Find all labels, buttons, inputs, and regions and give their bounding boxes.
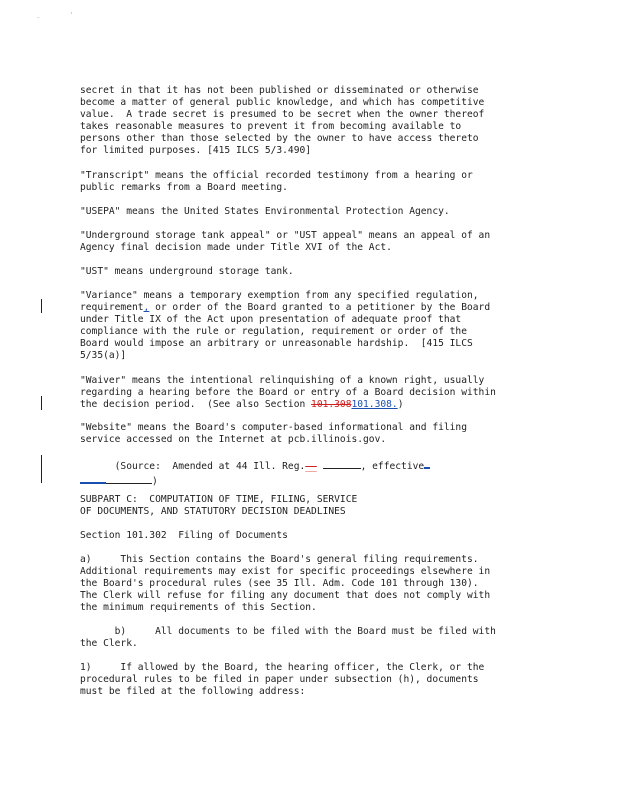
text-line: "Variance" means a temporary exemption from any specified regulation,	[80, 290, 479, 301]
deleted-text: 101.308	[311, 399, 352, 411]
text-line	[80, 399, 550, 411]
text-segment: )	[152, 476, 158, 488]
text-line: value. A trade secret is presumed to be secret when the owner thereof	[80, 109, 485, 121]
text-line: service accessed on the Internet at pcb.illinois.gov.	[80, 434, 387, 446]
text-line: OF DOCUMENTS, AND STATUTORY DECISION DEADLINES	[80, 506, 346, 518]
text-line: compliance with the rule or regulation, requirement or order of the	[80, 326, 467, 338]
text-line: 1) If allowed by the Board, the hearing officer, the Clerk, or the	[80, 662, 485, 673]
transcript-definition	[80, 170, 550, 194]
subsection-b	[80, 626, 550, 650]
text-segment: , effective	[360, 461, 425, 472]
text-line: the Clerk.	[80, 638, 138, 650]
text-line: persons other than those selected by the owner to have access thereto	[80, 133, 479, 145]
text-line: under Title IX of the Act upon presentation of adequate proof that	[80, 314, 462, 326]
subsection-1	[80, 662, 550, 698]
text-segment: (Source: Amended at 44 Ill. Reg.	[114, 461, 306, 472]
text-line: Additional requirements may exist for specific proceedings elsewhere in	[80, 566, 491, 578]
text-line	[80, 458, 550, 473]
waiver-definition	[80, 375, 550, 411]
ust-definition	[80, 266, 550, 278]
inserted-text: ,	[143, 302, 150, 314]
text-line: "USEPA" means the United States Environmental Protection Agency.	[80, 206, 450, 217]
text-segment: or order of the Board granted to a petitioner by the Board	[149, 302, 491, 314]
text-line: takes reasonable measures to prevent it from becoming available to	[80, 121, 462, 133]
subsection-a	[80, 554, 550, 614]
text-line: "Underground storage tank appeal" or "UST appeal" means an appeal of an	[80, 230, 491, 241]
variance-definition	[80, 290, 550, 363]
usepa-definition	[80, 206, 550, 218]
text-line	[80, 302, 550, 314]
change-bar	[41, 299, 42, 313]
ust-appeal-definition	[80, 230, 550, 254]
text-line: the minimum requirements of this Section.	[80, 602, 317, 614]
text-line: secret in that it has not been published or disseminated or otherwise	[80, 85, 479, 96]
text-line	[80, 473, 550, 488]
text-line: "Waiver" means the intentional relinquishing of a known right, usually	[80, 375, 485, 386]
blank-field	[106, 474, 152, 484]
text-line: 5/35(a)]	[80, 350, 127, 362]
text-segment: the decision period. (See also Section	[80, 399, 312, 411]
text-line: The Clerk will refuse for filing any document that does not comply with	[80, 590, 491, 602]
text-line: "UST" means underground storage tank.	[80, 266, 294, 277]
inserted-blank	[80, 473, 106, 484]
text-line: "Transcript" means the official recorded testimony from a hearing or	[80, 170, 473, 181]
deleted-text: __	[305, 461, 317, 472]
text-line: a) This Section contains the Board's general filing requirements.	[80, 554, 479, 565]
inserted-blank	[424, 458, 430, 469]
scan-artifact: -	[36, 13, 41, 22]
text-line: must be filed at the following address:	[80, 686, 306, 698]
text-line: b) All documents to be filed with the Board must be filed with	[80, 626, 496, 637]
text-line: public remarks from a Board meeting.	[80, 182, 288, 194]
text-line: the Board's procedural rules (see 35 Ill. Adm. Code 101 through 130).	[80, 578, 479, 590]
section-heading	[80, 530, 550, 542]
source-note	[80, 458, 550, 488]
website-definition	[80, 422, 550, 446]
inserted-text: 101.308.	[351, 399, 398, 411]
text-line: become a matter of general public knowledge, and which has competitive	[80, 97, 485, 109]
text-line: "Website" means the Board's computer-based informational and filing	[80, 422, 467, 433]
subpart-heading	[80, 494, 550, 518]
text-line: for limited purposes. [415 ILCS 5/3.490]	[80, 145, 312, 157]
change-bar	[41, 455, 42, 483]
text-line: SUBPART C: COMPUTATION OF TIME, FILING, SERVICE	[80, 494, 358, 505]
text-line: procedural rules to be filed in paper under subsection (h), documents	[80, 674, 479, 686]
trade-secret-paragraph	[80, 85, 550, 158]
text-segment: )	[397, 399, 404, 411]
text-line: Section 101.302 Filing of Documents	[80, 530, 288, 541]
change-bar	[41, 396, 42, 410]
blank-field	[323, 459, 361, 469]
text-line: Board would impose an arbitrary or unreasonable hardship. [415 ILCS	[80, 338, 473, 350]
text-segment: requirement	[80, 302, 144, 314]
scan-artifact: '	[69, 11, 74, 20]
text-line: regarding a hearing before the Board or entry of a Board decision within	[80, 387, 496, 399]
text-line: Agency final decision made under Title XVI of the Act.	[80, 242, 392, 254]
